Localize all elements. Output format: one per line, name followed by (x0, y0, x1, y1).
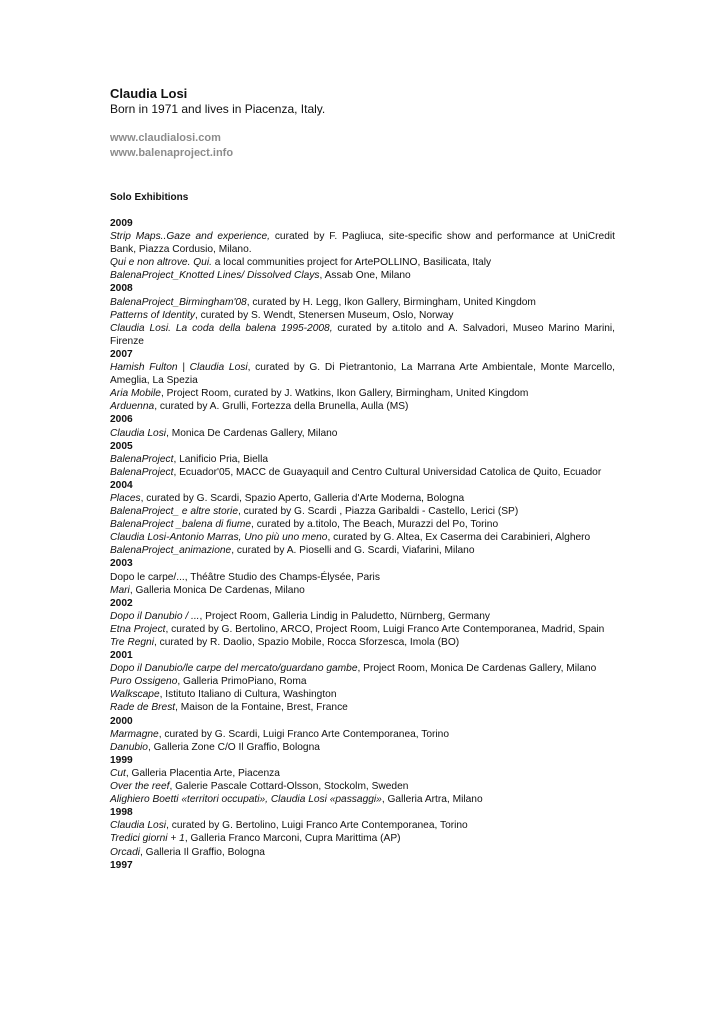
year-heading: 2008 (110, 283, 133, 295)
exhibition-entry (110, 466, 615, 479)
exhibition-details: curated by F. Pagliuca, site-specific show and performance at UniCredit Bank, Piazza Cordusio, Milano. (110, 231, 615, 256)
exhibition-title: Alighiero Boetti «territori occupati», Claudia Losi «passaggi» (110, 794, 382, 806)
exhibition-details: , Project Room, curated by J. Watkins, Ikon Gallery, Birmingham, United Kingdom (160, 388, 529, 400)
exhibition-entry (110, 584, 615, 597)
exhibition-entry (110, 230, 615, 256)
exhibition-title: Qui e non altrove. Qui. (110, 257, 212, 269)
year-heading: 1998 (110, 807, 133, 819)
exhibition-entry (110, 361, 615, 387)
year-heading: 2009 (110, 218, 133, 229)
exhibition-details: , curated by G. Bertolino, Luigi Franco Arte Contemporanea, Torino (166, 820, 468, 832)
exhibition-title: BalenaProject (110, 466, 174, 478)
exhibition-details: , Project Room, Galleria Lindig in Paludetto, Nürnberg, Germany (199, 610, 490, 622)
exhibition-title: Puro Ossigeno (110, 676, 178, 688)
exhibition-title: Cut (110, 767, 126, 779)
exhibition-title: Strip Maps..Gaze and experience, (110, 231, 271, 243)
exhibition-title: Marmagne (110, 728, 159, 740)
exhibition-title: Places (110, 492, 141, 504)
exhibition-title: Etna Project (110, 623, 166, 635)
exhibition-title: Claudia Losi (110, 820, 167, 832)
exhibition-details: , Théâtre Studio des Champs-Élysée, Paris (184, 571, 380, 583)
exhibition-details: , Galleria Zone C/O Il Graffio, Bologna (147, 741, 320, 753)
exhibition-title: Danubio (110, 741, 148, 753)
exhibition-entry (110, 256, 615, 269)
year-heading: 1999 (110, 754, 133, 766)
exhibition-entry (110, 675, 615, 688)
exhibition-entry (110, 832, 615, 845)
exhibition-title: BalenaProject_animazione (110, 545, 232, 557)
exhibition-details: , curated by a.titolo, The Beach, Murazzi del Po, Torino (251, 519, 499, 531)
exhibition-details: Dopo le carpe/... (110, 571, 185, 583)
artist-header (110, 86, 615, 161)
exhibition-entry (110, 518, 615, 531)
exhibition-details: , curated by G. Bertolino, ARCO, Project Room, Luigi Franco Arte Contemporanea, Madrid, Spain (165, 623, 605, 635)
website-link-claudialosi[interactable]: www.claudialosi.com (110, 132, 221, 144)
exhibition-details: , curated by H. Legg, Ikon Gallery, Birmingham, United Kingdom (246, 296, 536, 308)
exhibition-details: , Galleria Monica De Cardenas, Milano (129, 584, 305, 596)
exhibition-details: , curated by A. Grulli, Fortezza della Brunella, Aulla (MS) (154, 401, 409, 413)
artist-bio: Born in 1971 and lives in Piacenza, Italy. (110, 102, 326, 116)
exhibition-title: Claudia Losi (110, 427, 167, 439)
exhibition-title: BalenaProject _balena di fiume (110, 519, 252, 531)
exhibition-details: , Monica De Cardenas Gallery, Milano (166, 427, 338, 439)
exhibition-details: , Galleria Franco Marconi, Cupra Marittima (AP) (184, 833, 401, 845)
website-links (110, 131, 615, 161)
exhibition-details: , Istituto Italiano di Cultura, Washington (159, 689, 337, 701)
exhibition-details: , Galleria Il Graffio, Bologna (140, 846, 265, 858)
exhibition-title: BalenaProject_ e altre storie (110, 506, 238, 518)
exhibition-title: BalenaProject_Birmingham'08 (110, 296, 247, 308)
exhibition-title: Mari (110, 584, 130, 596)
exhibition-entry (110, 322, 615, 348)
exhibition-details: , Ecuador'05, MACC de Guayaquil and Centro Cultural Universidad Catolica de Quito, Ecuador (173, 466, 602, 478)
year-heading: 2007 (110, 348, 133, 360)
exhibition-entry (110, 269, 615, 282)
exhibition-details: , curated by G. Scardi, Luigi Franco Arte Contemporanea, Torino (158, 728, 450, 740)
exhibition-entry (110, 636, 615, 649)
exhibition-details: , Lanificio Pria, Biella (173, 453, 269, 465)
exhibition-entry (110, 427, 615, 440)
exhibition-entry (110, 309, 615, 322)
exhibition-entry (110, 610, 615, 623)
exhibition-title: Dopo il Danubio/le carpe del mercato/guardano gambe (110, 663, 358, 675)
exhibition-title: Walkscape (110, 689, 160, 701)
exhibition-details: , curated by G. Scardi, Spazio Aperto, Galleria d'Arte Moderna, Bologna (140, 492, 465, 504)
exhibition-details: curated by a.titolo and A. Salvadori, Museo Marino Marini, Firenze (110, 322, 615, 347)
exhibition-title: Arduenna (110, 401, 155, 413)
exhibition-entry (110, 846, 615, 859)
exhibition-entry (110, 728, 615, 741)
exhibition-entry (110, 387, 615, 400)
exhibition-details: , Project Room, Monica De Cardenas Gallery, Milano (357, 663, 597, 675)
exhibition-title: Tredici giorni + 1 (110, 833, 185, 845)
exhibition-entry (110, 400, 615, 413)
exhibition-details: , Assab One, Milano (319, 270, 411, 282)
exhibition-details: , curated by G. Altea, Ex Caserma dei Carabinieri, Alghero (327, 532, 591, 544)
exhibition-list (110, 217, 615, 872)
exhibition-title: Hamish Fulton | Claudia Losi (110, 362, 248, 374)
exhibition-details: , Maison de la Fontaine, Brest, France (175, 702, 348, 714)
exhibition-details: , Galleria Placentia Arte, Piacenza (125, 767, 280, 779)
exhibition-details: , curated by G. Di Pietrantonio, La Marrana Arte Ambientale, Monte Marcello, Ameglia, La Spezia (110, 362, 615, 387)
exhibition-entry (110, 492, 615, 505)
exhibition-title: Over the reef (110, 781, 170, 793)
year-heading: 2000 (110, 715, 133, 727)
exhibition-title: BalenaProject_Knotted Lines/ Dissolved Clays (110, 270, 320, 282)
exhibition-entry (110, 544, 615, 557)
exhibition-details: , curated by R. Daolio, Spazio Mobile, Rocca Sforzesca, Imola (BO) (153, 637, 460, 648)
exhibition-entry (110, 701, 615, 714)
exhibition-entry (110, 793, 615, 806)
exhibition-title: Patterns of Identity (110, 309, 195, 321)
year-heading: 2006 (110, 414, 133, 426)
year-heading: 2002 (110, 597, 133, 609)
exhibition-entry (110, 296, 615, 309)
exhibition-title: Claudia Losi-Antonio Marras, Uno più uno meno (110, 532, 328, 544)
exhibition-details: , Galleria PrimoPiano, Roma (177, 676, 307, 688)
year-heading: 2004 (110, 479, 133, 491)
exhibition-details: , curated by S. Wendt, Stenersen Museum, Oslo, Norway (194, 309, 454, 321)
artist-name: Claudia Losi (110, 86, 188, 101)
exhibition-entry (110, 531, 615, 544)
exhibition-entry (110, 662, 615, 675)
exhibition-entry (110, 571, 615, 584)
exhibition-details: , Galleria Artra, Milano (381, 794, 483, 806)
exhibition-title: Dopo il Danubio / ... (110, 610, 200, 622)
exhibition-title: Orcadi (110, 846, 141, 858)
exhibition-entry (110, 453, 615, 466)
exhibition-entry (110, 505, 615, 518)
exhibition-details: a local communities project for ArtePOLLINO, Basilicata, Italy (211, 257, 492, 269)
exhibition-details: , curated by A. Pioselli and G. Scardi, Viafarini, Milano (231, 545, 475, 557)
section-title-solo-exhibitions: Solo Exhibitions (110, 192, 189, 203)
year-heading: 2005 (110, 440, 133, 452)
exhibition-title: Rade de Brest (110, 702, 176, 714)
exhibition-entry (110, 819, 615, 832)
exhibition-entry (110, 688, 615, 701)
year-heading: 2001 (110, 650, 133, 662)
exhibition-entry (110, 741, 615, 754)
exhibition-details: , curated by G. Scardi , Piazza Garibaldi - Castello, Lerici (SP) (237, 506, 519, 518)
exhibition-entry (110, 780, 615, 793)
exhibition-title: Tre Regni (110, 637, 154, 648)
year-heading: 2003 (110, 558, 133, 570)
exhibition-entry (110, 767, 615, 780)
exhibition-title: BalenaProject (110, 453, 174, 465)
exhibition-title: Claudia Losi. La coda della balena 1995-2008, (110, 322, 333, 334)
exhibition-entry (110, 623, 615, 636)
website-link-balenaproject[interactable]: www.balenaproject.info (110, 147, 234, 159)
year-heading: 1997 (110, 859, 133, 871)
exhibition-title: Aria Mobile (110, 388, 161, 400)
exhibition-details: , Galerie Pascale Cottard-Olsson, Stockolm, Sweden (169, 781, 409, 793)
